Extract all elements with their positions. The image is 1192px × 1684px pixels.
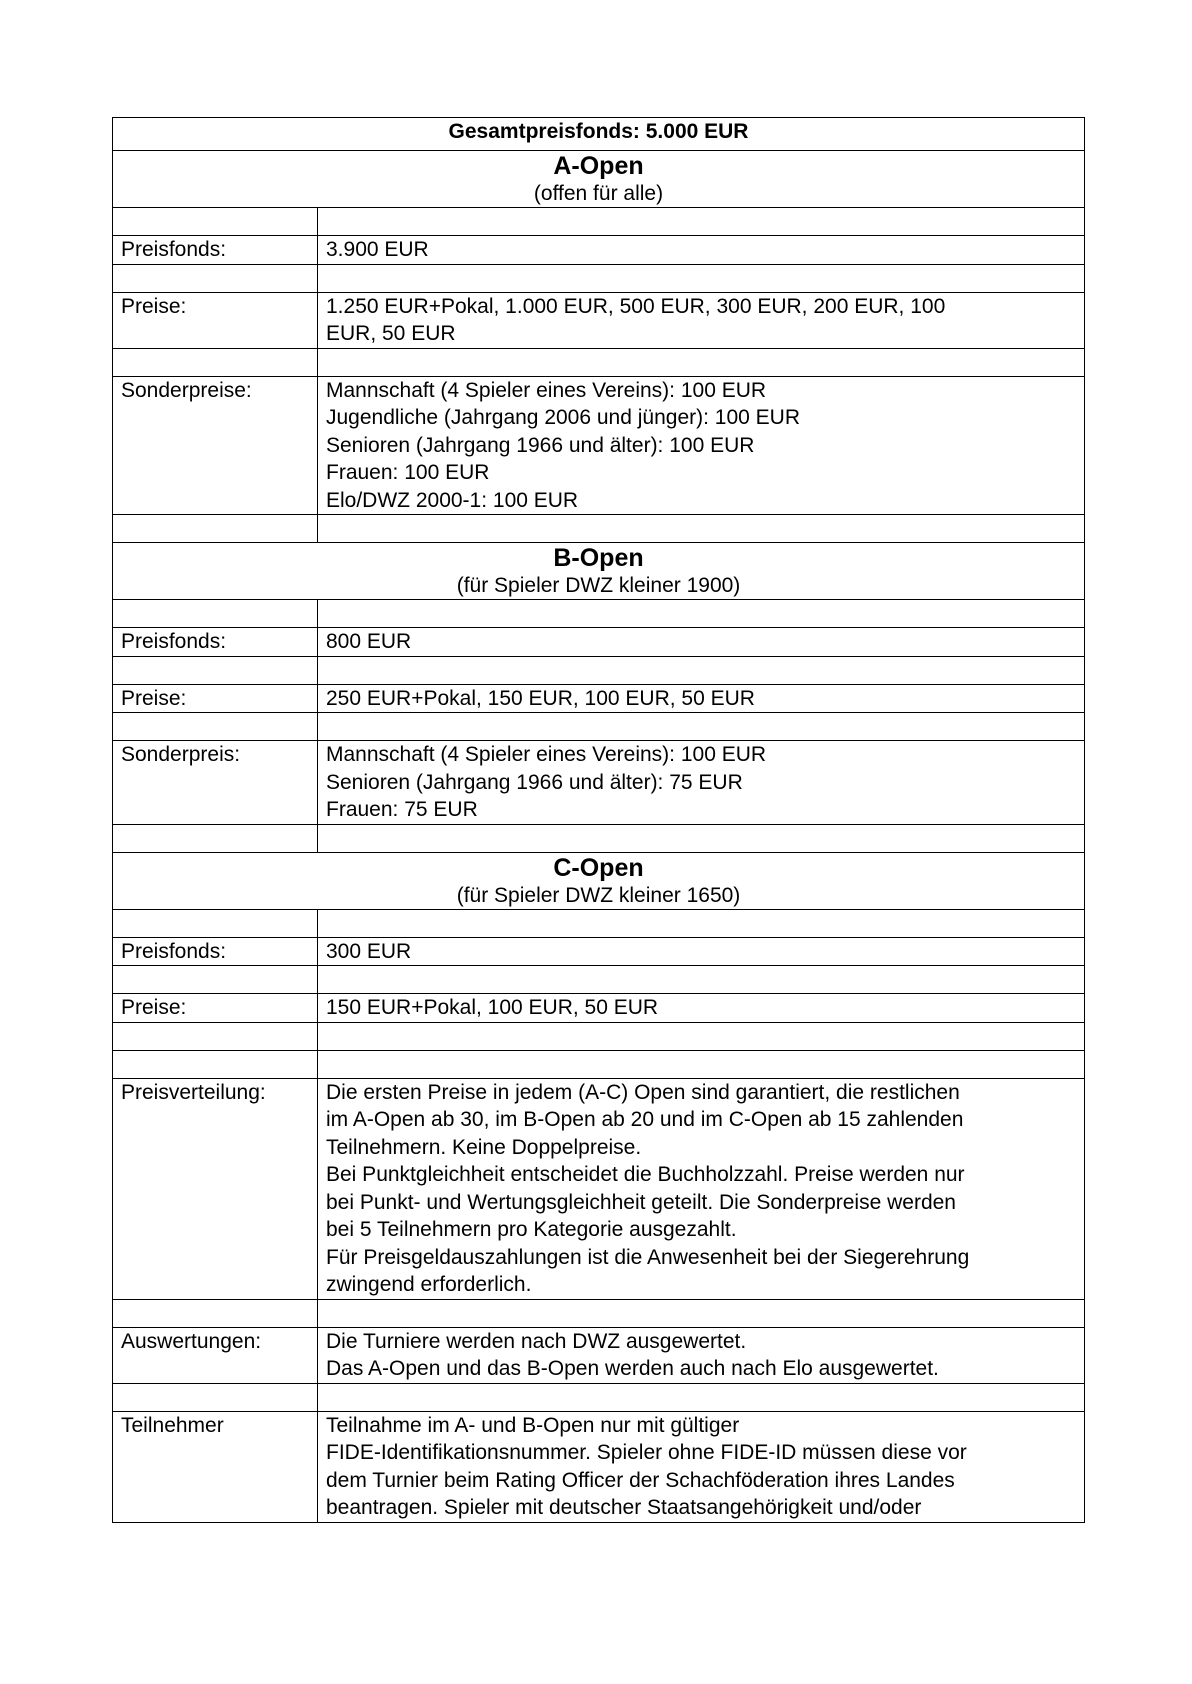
row-value-line: zwingend erforderlich. [326,1273,532,1296]
spacer-cell [113,600,318,628]
row-value-line: 250 EUR+Pokal, 150 EUR, 100 EUR, 50 EUR [326,686,755,710]
row-value [318,741,1085,825]
spacer-cell [318,1299,1085,1327]
table-row [113,376,1085,515]
spacer-cell [113,1299,318,1327]
row-value [318,937,1085,966]
row-value-line: Die ersten Preise in jedem (A-C) Open sind garantiert, die restlichen [326,1080,960,1104]
row-value-line: Mannschaft (4 Spieler eines Vereins): 100 EUR [326,378,767,402]
row-value-line: Das A-Open und das B-Open werden auch nach Elo ausgewertet. [326,1357,939,1380]
row-value-line: Teilnahme im A- und B-Open nur mit gültiger [326,1413,740,1437]
row-value-line: 300 EUR [326,939,412,963]
spacer-row [113,1050,1085,1078]
row-value [318,684,1085,713]
spacer-cell [113,208,318,236]
row-value-line: 150 EUR+Pokal, 100 EUR, 50 EUR [326,996,659,1019]
row-value-line: FIDE-Identifikationsnummer. Spieler ohne FIDE-ID müssen diese vor [326,1441,967,1464]
row-label: Preise: [113,684,318,713]
row-value [318,376,1085,515]
spacer-row [113,515,1085,543]
spacer-cell [318,1050,1085,1078]
section-title: B-Open [553,544,644,572]
section-header [113,852,1085,909]
row-value-line: Mannschaft (4 Spieler eines Vereins): 100 EUR [326,743,767,766]
section-subtitle: (für Spieler DWZ kleiner 1650) [456,883,741,907]
row-value-line: Die Turniere werden nach DWZ ausgewertet. [326,1329,747,1353]
table-row [113,292,1085,348]
spacer-cell [113,515,318,543]
spacer-cell [113,264,318,292]
row-value-line: Frauen: 75 EUR [326,798,478,821]
spacer-row [113,1383,1085,1411]
row-value-line: beantragen. Spieler mit deutscher Staatsangehörigkeit und/oder [326,1496,922,1519]
row-value [318,628,1085,657]
spacer-cell [318,600,1085,628]
section-header-row [113,852,1085,909]
spacer-cell [113,713,318,741]
row-label: Preise: [113,994,318,1023]
table-row [113,684,1085,713]
row-value-line: Elo/DWZ 2000-1: 100 EUR [326,488,579,512]
spacer-cell [113,1050,318,1078]
row-value [318,1327,1085,1383]
spacer-cell [113,656,318,684]
section-header-row [113,543,1085,600]
prize-table-body [113,118,1085,1523]
row-value-line: Senioren (Jahrgang 1966 und älter): 100 EUR [326,433,755,457]
row-label: Preisfonds: [113,937,318,966]
spacer-cell [113,909,318,937]
table-row [113,1411,1085,1522]
section-header [113,543,1085,600]
spacer-cell [318,1022,1085,1050]
spacer-cell [113,1383,318,1411]
spacer-cell [318,264,1085,292]
row-value [318,292,1085,348]
spacer-row [113,656,1085,684]
table-row [113,1327,1085,1383]
row-value [318,1078,1085,1299]
table-row [113,994,1085,1023]
title-row [113,118,1085,151]
spacer-row [113,1022,1085,1050]
row-value-line: dem Turnier beim Rating Officer der Schachföderation ihres Landes [326,1468,955,1492]
spacer-cell [318,515,1085,543]
row-label: Preisfonds: [113,628,318,657]
spacer-row [113,966,1085,994]
prize-table [112,117,1085,1523]
row-value [318,1411,1085,1522]
row-label: Teilnehmer [113,1411,318,1522]
row-label: Sonderpreis: [113,741,318,825]
row-value-line: Jugendliche (Jahrgang 2006 und jünger): 100 EUR [326,406,800,429]
row-value-line: EUR, 50 EUR [326,322,456,345]
spacer-cell [113,824,318,852]
spacer-row [113,264,1085,292]
row-value-line: Für Preisgeldauszahlungen ist die Anwesenheit bei der Siegerehrung [326,1245,970,1269]
section-header [113,151,1085,208]
spacer-row [113,909,1085,937]
row-label: Sonderpreise: [113,376,318,515]
row-value [318,994,1085,1023]
spacer-cell [318,656,1085,684]
spacer-row [113,713,1085,741]
spacer-cell [318,966,1085,994]
spacer-cell [318,1383,1085,1411]
table-row [113,628,1085,657]
row-value-line: Senioren (Jahrgang 1966 und älter): 75 EUR [326,770,743,794]
row-value-line: bei 5 Teilnehmern pro Kategorie ausgezahlt. [326,1218,737,1241]
section-title: A-Open [553,152,644,180]
spacer-cell [318,208,1085,236]
row-label: Preisverteilung: [113,1078,318,1299]
table-row [113,937,1085,966]
table-row [113,236,1085,265]
row-value-line: 3.900 EUR [326,238,429,261]
section-subtitle: (offen für alle) [533,182,664,205]
spacer-cell [318,909,1085,937]
spacer-row [113,208,1085,236]
spacer-cell [113,966,318,994]
spacer-cell [113,1022,318,1050]
row-value-line: Frauen: 100 EUR [326,461,490,484]
section-header-row [113,151,1085,208]
section-subtitle: (für Spieler DWZ kleiner 1900) [456,574,741,597]
row-value-line: im A-Open ab 30, im B-Open ab 20 und im C-Open ab 15 zahlenden [326,1108,964,1131]
spacer-cell [318,713,1085,741]
row-value-line: bei Punkt- und Wertungsgleichheit geteilt. Die Sonderpreise werden [326,1190,956,1214]
spacer-row [113,1299,1085,1327]
row-label: Preise: [113,292,318,348]
spacer-cell [318,348,1085,376]
table-row [113,1078,1085,1299]
row-label: Auswertungen: [113,1327,318,1383]
spacer-cell [318,824,1085,852]
row-value-line: 800 EUR [326,630,412,653]
row-value-line: 1.250 EUR+Pokal, 1.000 EUR, 500 EUR, 300 EUR, 200 EUR, 100 [326,294,946,318]
row-value-line: Teilnehmern. Keine Doppelpreise. [326,1135,642,1159]
row-label: Preisfonds: [113,236,318,265]
spacer-row [113,600,1085,628]
spacer-row [113,348,1085,376]
row-value [318,236,1085,265]
row-value-line: Bei Punktgleichheit entscheidet die Buchholzzahl. Preise werden nur [326,1163,965,1186]
spacer-cell [113,348,318,376]
table-row [113,741,1085,825]
page-title: Gesamtpreisfonds: 5.000 EUR [113,118,1085,151]
section-title: C-Open [553,853,644,882]
spacer-row [113,824,1085,852]
